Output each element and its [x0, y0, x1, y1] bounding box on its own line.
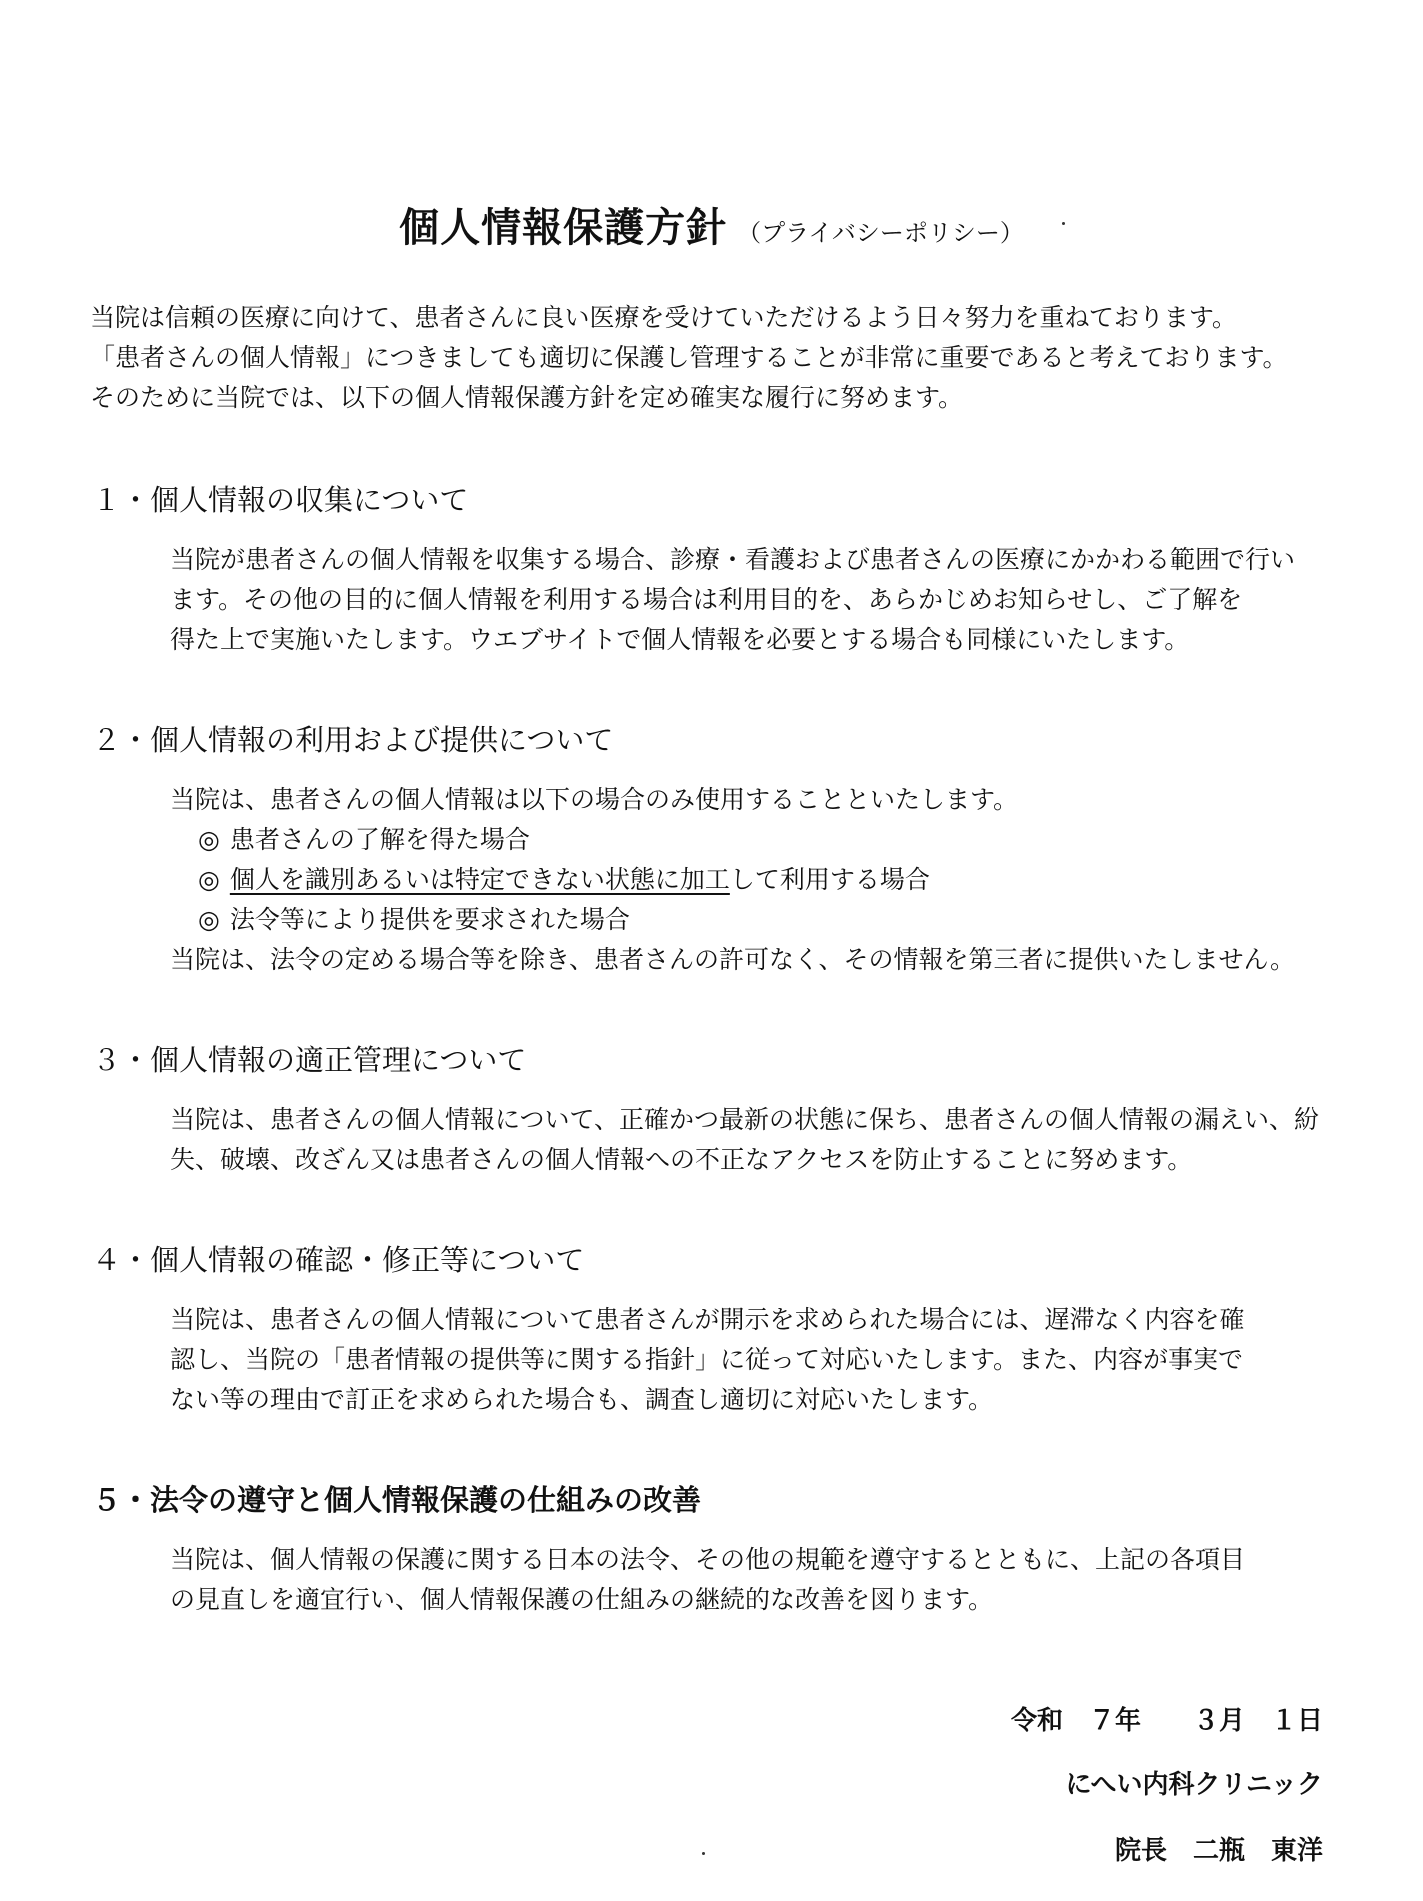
section-body — [170, 1100, 1362, 1180]
intro-line: 「患者さんの個人情報」につきましても適切に保護し管理することが非常に重要であると考えております。 — [90, 343, 1288, 372]
bullet-text: して利用する場合 — [729, 865, 930, 894]
title-main: 個人情報保護方針 — [399, 205, 728, 251]
bullet-item — [170, 820, 1362, 860]
section-use-and-provision — [92, 720, 1362, 980]
section-line: 当院は、患者さんの個人情報について患者さんが開示を求められた場合には、遅滞なく内容を確 — [170, 1305, 1245, 1334]
section-line: 当院が患者さんの個人情報を収集する場合、診療・看護および患者さんの医療にかかわる範囲で行い — [170, 545, 1296, 574]
section-line: 認し、当院の「患者情報の提供等に関する指針」に従って対応いたします。また、内容が事実で — [170, 1345, 1244, 1374]
scan-speck — [702, 1852, 705, 1855]
section-compliance — [92, 1480, 1362, 1620]
intro-line: そのために当院では、以下の個人情報保護方針を定め確実な履行に努めます。 — [90, 383, 964, 412]
section-collection — [92, 480, 1362, 660]
intro-line: 当院は信頼の医療に向けて、患者さんに良い医療を受けていただけるよう日々努力を重ねております。 — [90, 303, 1237, 332]
section-confirmation — [92, 1240, 1362, 1420]
page-title — [0, 196, 1423, 253]
double-circle-icon: ◎ — [198, 905, 220, 934]
title-subtitle: （プライバシーポリシー） — [737, 219, 1024, 247]
bullet-text: 患者さんの了解を得た場合 — [229, 825, 530, 854]
section-body — [170, 540, 1362, 660]
bullet-item — [170, 860, 1362, 900]
section-body — [170, 1540, 1362, 1620]
double-circle-icon: ◎ — [198, 825, 220, 854]
section-line: の見直しを適宜行い、個人情報保護の仕組みの継続的な改善を図ります。 — [170, 1585, 994, 1614]
signature-clinic: にへい内科クリニック — [1065, 1770, 1323, 1800]
double-circle-icon: ◎ — [198, 865, 220, 894]
section-heading: ４・個人情報の確認・修正等について — [92, 1243, 585, 1277]
bullet-text: 法令等により提供を要求された場合 — [229, 905, 630, 934]
section-line: ない等の理由で訂正を求められた場合も、調査し適切に対応いたします。 — [170, 1385, 994, 1414]
bullet-item — [170, 900, 1362, 940]
section-line: 当院は、法令の定める場合等を除き、患者さんの許可なく、その情報を第三者に提供いたしません。 — [170, 945, 1296, 974]
section-line: ます。その他の目的に個人情報を利用する場合は利用目的を、あらかじめお知らせし、ご了解を — [170, 585, 1243, 614]
section-heading: ３・個人情報の適正管理について — [92, 1043, 527, 1077]
intro-paragraph — [90, 298, 1350, 418]
section-line: 当院は、個人情報の保護に関する日本の法令、その他の規範を遵守するとともに、上記の各項目 — [170, 1545, 1246, 1574]
scan-speck — [1062, 222, 1065, 225]
section-body — [170, 1300, 1362, 1420]
section-heading: １・個人情報の収集について — [92, 483, 469, 517]
section-body — [170, 780, 1362, 980]
section-line: 当院は、患者さんの個人情報は以下の場合のみ使用することといたします。 — [170, 785, 1019, 814]
section-management — [92, 1040, 1362, 1180]
section-line: 当院は、患者さんの個人情報について、正確かつ最新の状態に保ち、患者さんの個人情報の漏えい、紛 — [170, 1105, 1320, 1134]
section-heading: ５・法令の遵守と個人情報保護の仕組みの改善 — [92, 1483, 702, 1517]
bullet-text-underlined: 個人を識別あるいは特定できない状態に加工 — [229, 865, 730, 894]
section-line: 得た上で実施いたします。ウエブサイトで個人情報を必要とする場合も同様にいたします。 — [170, 625, 1190, 654]
section-line: 失、破壊、改ざん又は患者さんの個人情報への不正なアクセスを防止することに努めます。 — [170, 1145, 1193, 1174]
signature-director: 院長 二瓶 東洋 — [1114, 1836, 1323, 1866]
section-heading: ２・個人情報の利用および提供について — [92, 723, 614, 757]
signature-date: 令和 ７年 ３月 １日 — [1010, 1706, 1323, 1736]
